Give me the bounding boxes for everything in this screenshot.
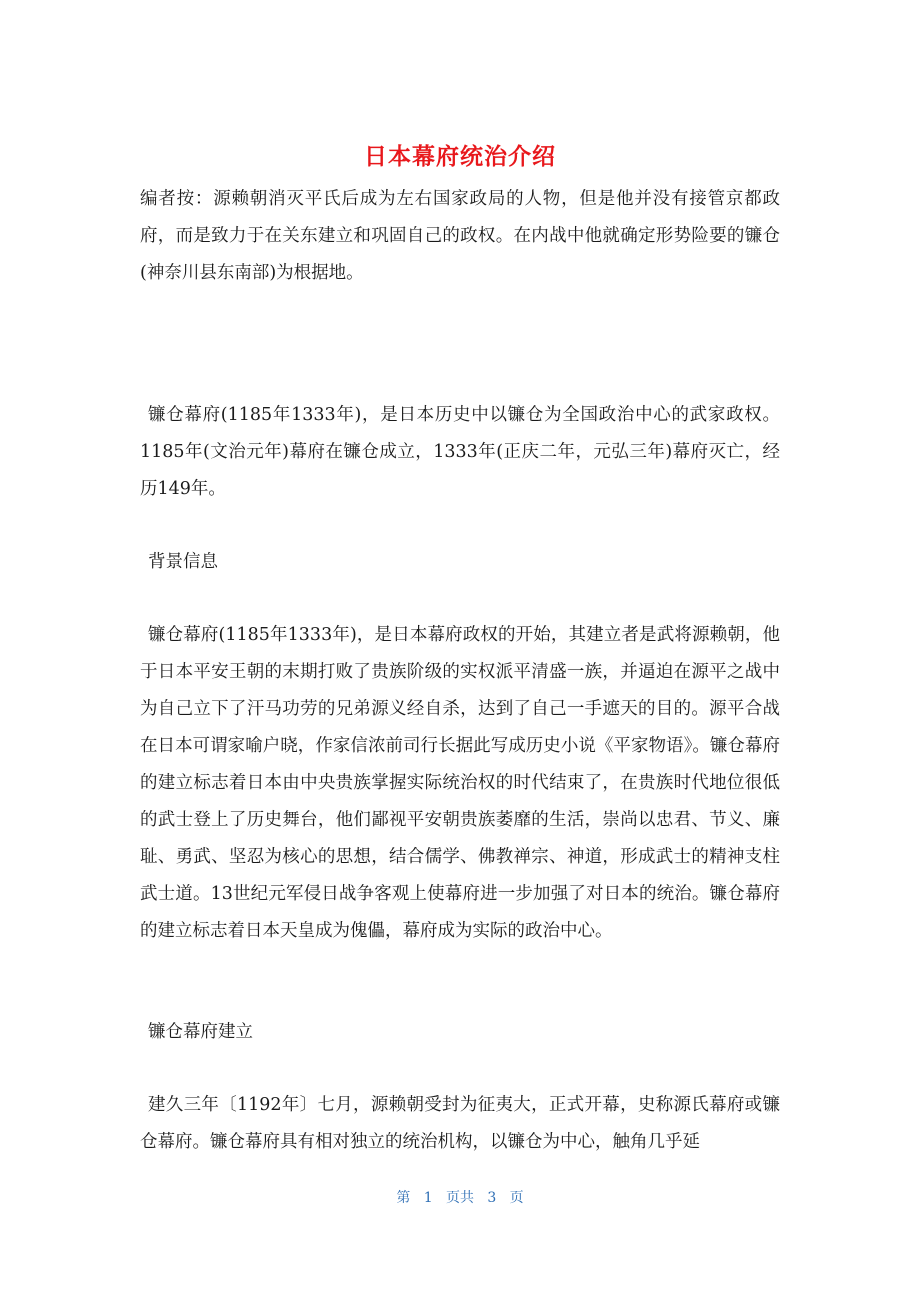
section-heading-establishment: 镰仓幕府建立	[148, 1022, 253, 1042]
page-footer	[0, 1186, 920, 1210]
establishment-paragraph: 建久三年〔1192年〕七月，源赖朝受封为征夷大，正式开幕，史称源氏幕府或镰仓幕府。镰仓幕府具有相对独立的统治机构，以镰仓为中心，触角几乎延	[140, 1095, 780, 1152]
footer-end-label: 页	[509, 1190, 524, 1206]
background-paragraph: 镰仓幕府(1185年1333年)，是日本幕府政权的开始，其建立者是武将源赖朝，他于日本平安王朝的末期打败了贵族阶级的实权派平清盛一族，并逼迫在源平之战中为自己立下了汗马功劳的兄弟源义经自杀，达到了自己一手遮天的目的。源平合战在日本可谓家喻户晓，作家信浓前司行长据此写成历史小说《平家物语》。镰仓幕府的建立标志着日本由中央贵族掌握实际统治权的时代结束了，在贵族时代地位很低的武士登上了历史舞台，他们鄙视平安朝贵族萎靡的生活，崇尚以忠君、节义、廉耻、勇武、坚忍为核心的思想，结合儒学、佛教禅宗、神道，形成武士的精神支柱武士道。13世纪元军侵日战争客观上使幕府进一步加强了对日本的统治。镰仓幕府的建立标志着日本天皇成为傀儡，幕府成为实际的政治中心。	[140, 625, 780, 941]
editor-note-paragraph: 编者按：源赖朝消灭平氏后成为左右国家政局的人物，但是他并没有接管京都政府，而是致力于在关东建立和巩固自己的政权。在内战中他就确定形势险要的镰仓(神奈川县东南部)为根据地。	[140, 189, 780, 283]
footer-of-label: 页共	[446, 1190, 474, 1206]
footer-page-label: 第	[396, 1190, 411, 1206]
section-heading-background: 背景信息	[148, 552, 218, 572]
intro-paragraph: 镰仓幕府(1185年1333年)，是日本历史中以镰仓为全国政治中心的武家政权。1185年(文治元年)幕府在镰仓成立，1333年(正庆二年，元弘三年)幕府灭亡，经历149年。	[140, 405, 780, 499]
page-title: 日本幕府统治介绍	[364, 144, 556, 170]
footer-current-page: 1	[423, 1190, 433, 1206]
footer-total-pages: 3	[487, 1190, 497, 1206]
